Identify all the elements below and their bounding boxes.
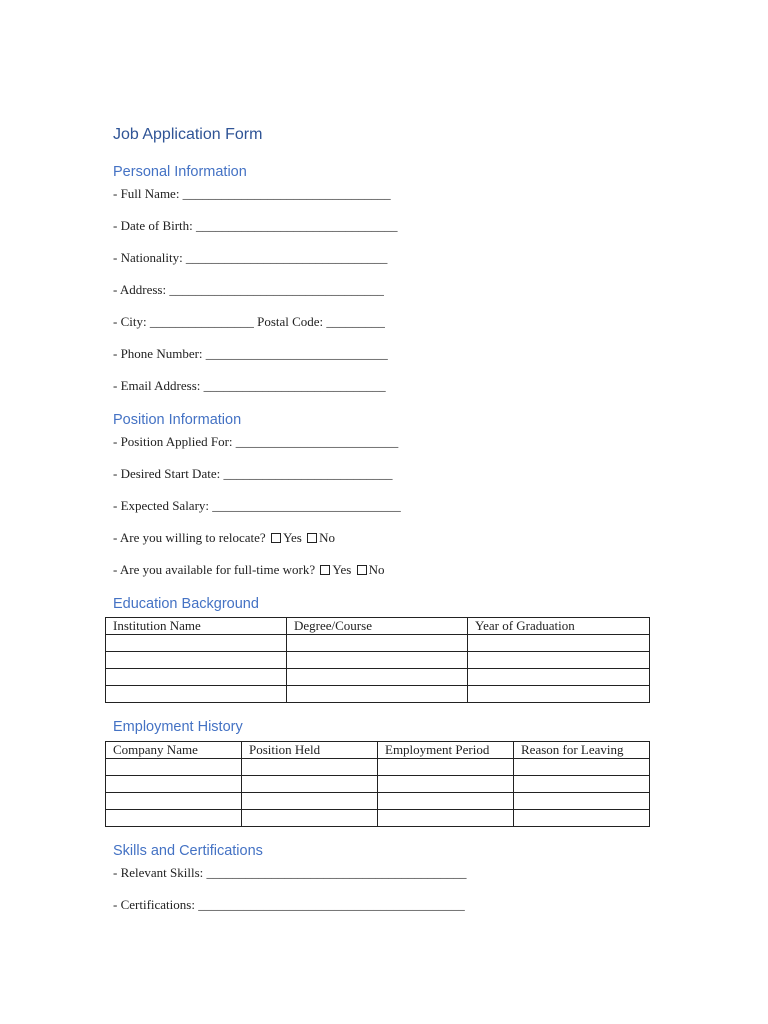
employment-table	[105, 741, 650, 827]
table-cell[interactable]	[106, 759, 242, 776]
table-cell[interactable]	[378, 776, 514, 793]
year-of-graduation-header: Year of Graduation	[468, 618, 650, 635]
table-row	[106, 635, 650, 652]
table-cell[interactable]	[242, 810, 378, 827]
education-table	[105, 617, 650, 703]
document-title: Job Application Form	[113, 126, 263, 143]
relevant-skills-field[interactable]: - Relevant Skills: ________________________________________	[113, 865, 467, 880]
fulltime-no-label: No	[368, 562, 385, 577]
certifications-field[interactable]: - Certifications: _________________________________________	[113, 897, 465, 912]
degree-course-header: Degree/Course	[287, 618, 468, 635]
table-cell[interactable]	[287, 669, 468, 686]
table-cell[interactable]	[287, 635, 468, 652]
table-cell[interactable]	[106, 810, 242, 827]
table-cell[interactable]	[106, 669, 287, 686]
position-applied-for-field[interactable]: - Position Applied For: _________________________	[113, 434, 399, 449]
city-postal-code-field[interactable]: - City: ________________ Postal Code: _________	[113, 314, 385, 329]
table-cell[interactable]	[514, 776, 650, 793]
full-name-field[interactable]: - Full Name: ________________________________	[113, 186, 391, 201]
position-information-heading: Position Information	[113, 412, 242, 428]
table-cell[interactable]	[242, 776, 378, 793]
table-cell[interactable]	[468, 669, 650, 686]
personal-information-heading: Personal Information	[113, 164, 247, 180]
table-row	[106, 776, 650, 793]
email-address-field[interactable]: - Email Address: ____________________________	[113, 378, 386, 393]
fulltime-yes-checkbox[interactable]	[320, 565, 330, 575]
employment-header-row	[106, 742, 650, 759]
education-header-row	[106, 618, 650, 635]
table-row	[106, 793, 650, 810]
table-cell[interactable]	[242, 759, 378, 776]
table-cell[interactable]	[468, 686, 650, 703]
address-field[interactable]: - Address: _________________________________	[113, 282, 384, 297]
fulltime-yes-label: Yes	[332, 562, 352, 577]
fulltime-no-checkbox[interactable]	[357, 565, 367, 575]
table-cell[interactable]	[514, 793, 650, 810]
table-cell[interactable]	[468, 635, 650, 652]
desired-start-date-field[interactable]: - Desired Start Date: __________________________	[113, 466, 393, 481]
reason-for-leaving-header: Reason for Leaving	[514, 742, 650, 759]
table-cell[interactable]	[106, 686, 287, 703]
date-of-birth-field[interactable]: - Date of Birth: _______________________________	[113, 218, 398, 233]
fulltime-question-label: - Are you available for full-time work?	[113, 562, 316, 577]
relocate-yes-checkbox[interactable]	[271, 533, 281, 543]
expected-salary-field[interactable]: - Expected Salary: _____________________________	[113, 498, 401, 513]
table-cell[interactable]	[514, 759, 650, 776]
table-cell[interactable]	[468, 652, 650, 669]
table-cell[interactable]	[106, 635, 287, 652]
relocate-question-label: - Are you willing to relocate?	[113, 530, 266, 545]
employment-history-heading: Employment History	[113, 719, 243, 735]
relocate-no-label: No	[319, 530, 336, 545]
table-row	[106, 810, 650, 827]
table-cell[interactable]	[378, 759, 514, 776]
table-cell[interactable]	[106, 776, 242, 793]
table-cell[interactable]	[106, 652, 287, 669]
table-cell[interactable]	[378, 793, 514, 810]
table-row	[106, 669, 650, 686]
phone-number-field[interactable]: - Phone Number: ____________________________	[113, 346, 388, 361]
institution-name-header: Institution Name	[106, 618, 287, 635]
table-cell[interactable]	[242, 793, 378, 810]
table-cell[interactable]	[378, 810, 514, 827]
relocate-yes-label: Yes	[282, 530, 302, 545]
table-cell[interactable]	[106, 793, 242, 810]
table-row	[106, 759, 650, 776]
company-name-header: Company Name	[106, 742, 242, 759]
education-background-heading: Education Background	[113, 596, 259, 612]
table-cell[interactable]	[514, 810, 650, 827]
relocate-question-row	[113, 529, 335, 547]
relocate-no-checkbox[interactable]	[307, 533, 317, 543]
table-row	[106, 652, 650, 669]
table-cell[interactable]	[287, 686, 468, 703]
skills-certifications-heading: Skills and Certifications	[113, 843, 263, 859]
table-cell[interactable]	[287, 652, 468, 669]
nationality-field[interactable]: - Nationality: _______________________________	[113, 250, 388, 265]
fulltime-question-row	[113, 561, 384, 579]
position-held-header: Position Held	[242, 742, 378, 759]
table-row	[106, 686, 650, 703]
employment-period-header: Employment Period	[378, 742, 514, 759]
